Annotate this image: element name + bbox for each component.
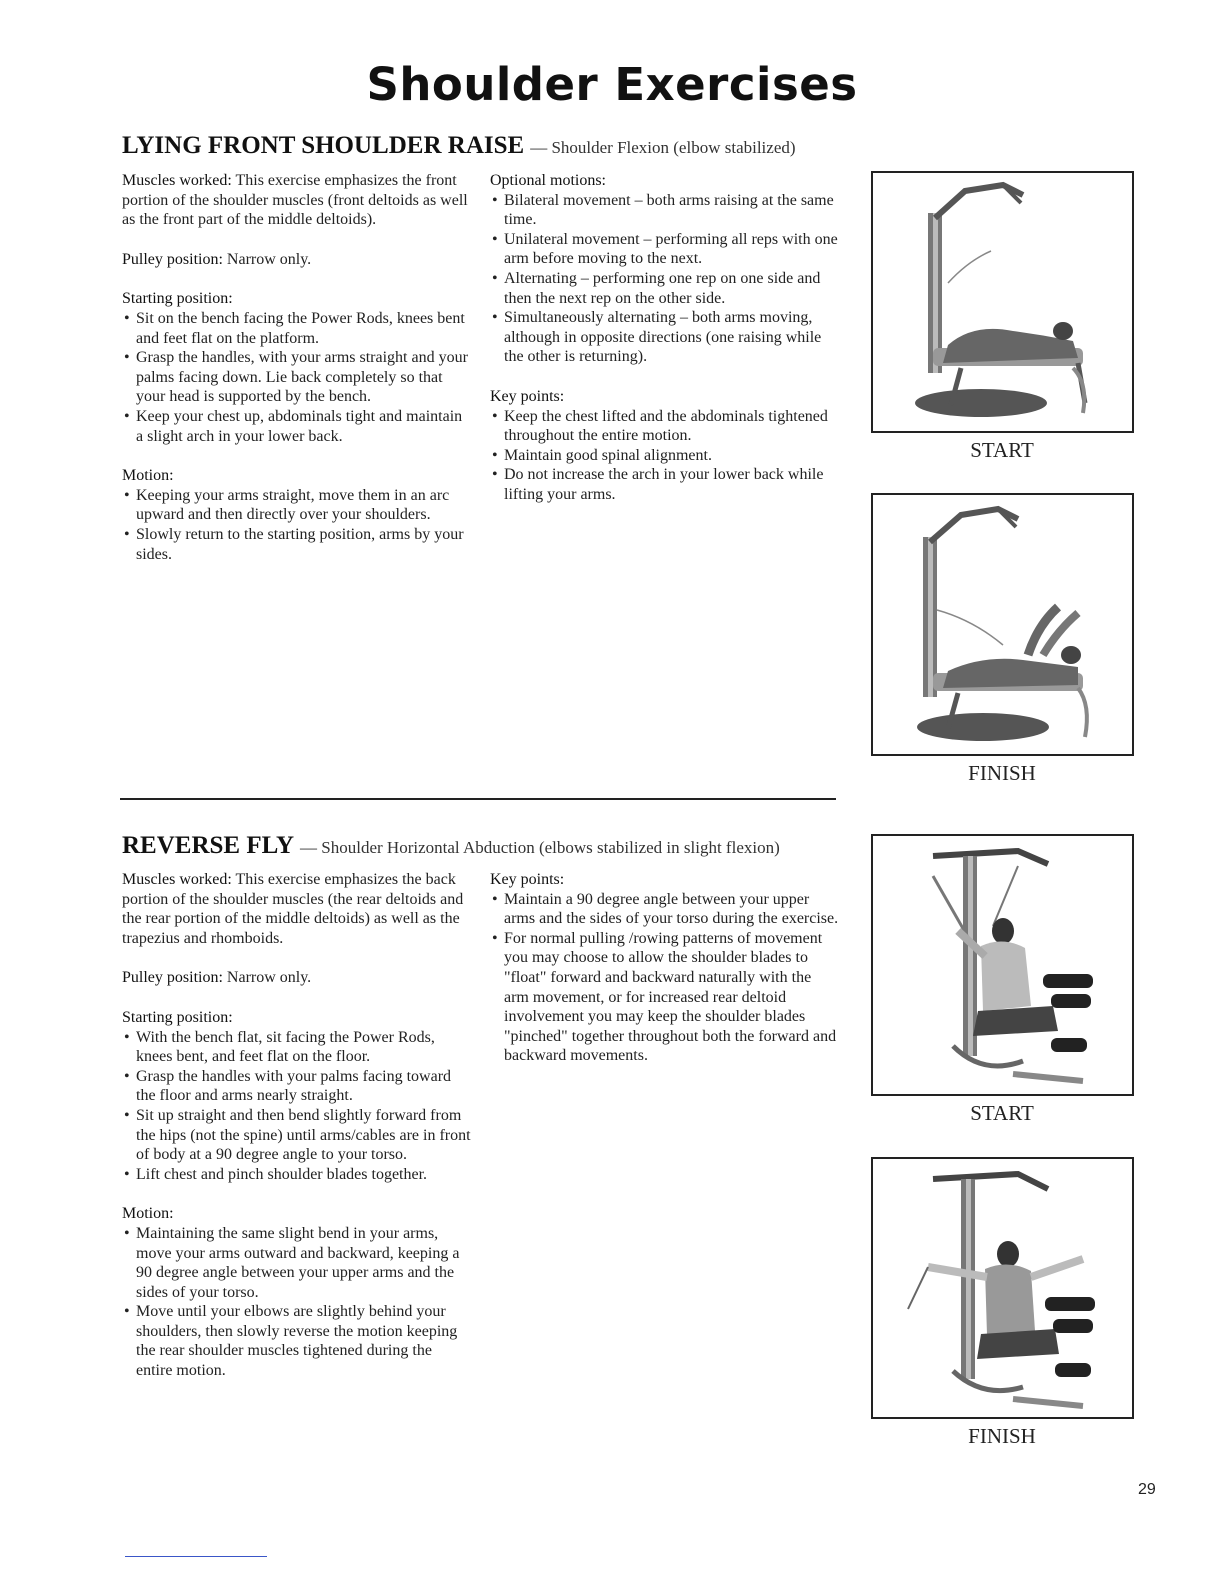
pulley-label: Pulley position: bbox=[122, 969, 223, 987]
pulley-text: Narrow only. bbox=[226, 250, 312, 268]
starting-title: Starting position: bbox=[122, 290, 233, 308]
exercise2-left-column bbox=[122, 870, 472, 1401]
list-item: • Maintain good spinal alignment. bbox=[490, 446, 840, 466]
exercise2-finish-image bbox=[871, 1157, 1134, 1419]
bowflex-reverse-fly-start-illustration bbox=[873, 836, 1132, 1094]
list-item: • For normal pulling /rowing patterns of movement you may choose to allow the shoulder blades to "float" forward and backward naturally with the arm movement, or for increased rear deltoid involvement you may keep the shoulder blades "pinched" together throughout both the forward and backward movements. bbox=[490, 929, 840, 1066]
bowflex-reverse-fly-finish-illustration bbox=[873, 1159, 1132, 1417]
exercise1-pulley bbox=[122, 250, 472, 270]
exercise1-start-image bbox=[871, 171, 1134, 433]
list-item: • Maintain a 90 degree angle between your upper arms and the sides of your torso during the exercise. bbox=[490, 890, 840, 929]
exercise2-motion bbox=[122, 1204, 472, 1380]
exercise2-finish-caption: FINISH bbox=[968, 1424, 1036, 1448]
list-item: • Alternating – performing one rep on one side and then the next rep on the other side. bbox=[490, 269, 840, 308]
exercise2-heading bbox=[122, 832, 780, 860]
muscles-text: This exercise emphasizes the front portion of the shoulder muscles (front deltoids as well as the front part of the middle deltoids). bbox=[122, 172, 468, 229]
motion-title: Motion: bbox=[122, 467, 174, 485]
list-item: • Sit on the bench facing the Power Rods, knees bent and feet flat on the platform. bbox=[122, 309, 472, 348]
exercise1-finish-caption: FINISH bbox=[968, 761, 1036, 785]
exercise1-key-points bbox=[490, 387, 840, 505]
list-item: • Unilateral movement – performing all reps with one arm before moving to the next. bbox=[490, 230, 840, 269]
list-item: • With the bench flat, sit facing the Power Rods, knees bent, and feet flat on the floor. bbox=[122, 1028, 472, 1067]
list-item: • Simultaneously alternating – both arms moving, although in opposite directions (one raising while the other is returning). bbox=[490, 308, 840, 367]
list-item: • Do not increase the arch in your lower back while lifting your arms. bbox=[490, 465, 840, 504]
exercise1-starting-position bbox=[122, 289, 472, 446]
exercise1-subtitle: — Shoulder Flexion (elbow stabilized) bbox=[530, 138, 796, 157]
exercise2-muscles bbox=[122, 870, 472, 948]
list-item: • Maintaining the same slight bend in your arms, move your arms outward and backward, keeping a 90 degree angle between your upper arms and the sides of your torso. bbox=[122, 1224, 472, 1302]
exercise1-muscles bbox=[122, 171, 472, 230]
exercise2-middle-column bbox=[490, 870, 840, 1086]
key-title: Key points: bbox=[490, 387, 565, 405]
list-item: • Move until your elbows are slightly behind your shoulders, then slowly reverse the motion keeping the rear shoulder muscles tightened during the entire motion. bbox=[122, 1302, 472, 1380]
exercise1-heading bbox=[122, 132, 796, 160]
list-item: • Grasp the handles, with your arms straight and your palms facing down. Lie back completely so that your head is supported by the bench. bbox=[122, 348, 472, 407]
footer-rule bbox=[125, 1556, 267, 1557]
exercise2-key-points bbox=[490, 870, 840, 1066]
list-item: • Lift chest and pinch shoulder blades together. bbox=[122, 1165, 472, 1185]
exercise1-motion bbox=[122, 466, 472, 564]
exercise2-starting-position bbox=[122, 1008, 472, 1184]
exercise1-left-column bbox=[122, 171, 472, 584]
exercise2-pulley bbox=[122, 968, 472, 988]
muscles-label: Muscles worked: bbox=[122, 172, 232, 189]
optional-title: Optional motions: bbox=[490, 172, 606, 189]
exercise1-middle-column bbox=[490, 171, 840, 525]
bowflex-lying-finish-illustration bbox=[873, 495, 1132, 754]
muscles-text: This exercise emphasizes the back portion of the shoulder muscles (the rear deltoids and the rear portion of the middle deltoids) as well as the trapezius and rhomboids. bbox=[122, 871, 464, 947]
exercise1-finish-image bbox=[871, 493, 1134, 756]
list-item: • Keep your chest up, abdominals tight and maintain a slight arch in your lower back. bbox=[122, 407, 472, 446]
exercise2-subtitle: — Shoulder Horizontal Abduction (elbows stabilized in slight flexion) bbox=[300, 838, 780, 857]
page-number: 29 bbox=[1138, 1481, 1156, 1498]
list-item: • Slowly return to the starting position, arms by your sides. bbox=[122, 525, 472, 564]
page-title: Shoulder Exercises bbox=[366, 58, 858, 111]
muscles-label: Muscles worked: bbox=[122, 871, 232, 888]
list-item: • Keep the chest lifted and the abdominals tightened throughout the entire motion. bbox=[490, 407, 840, 446]
exercise1-optional-motions bbox=[490, 171, 840, 367]
key-title: Key points: bbox=[490, 871, 565, 888]
exercise2-start-image bbox=[871, 834, 1134, 1096]
bowflex-lying-start-illustration bbox=[873, 173, 1132, 431]
pulley-label: Pulley position: bbox=[122, 250, 223, 268]
list-item: • Sit up straight and then bend slightly forward from the hips (not the spine) until arms/cables are in front of body at a 90 degree angle to your torso. bbox=[122, 1106, 472, 1165]
exercise2-start-caption: START bbox=[970, 1101, 1034, 1125]
list-item: • Bilateral movement – both arms raising at the same time. bbox=[490, 191, 840, 230]
motion-title: Motion: bbox=[122, 1205, 174, 1223]
section-divider bbox=[120, 798, 836, 800]
exercise2-name: REVERSE FLY bbox=[122, 832, 295, 859]
exercise1-name: LYING FRONT SHOULDER RAISE bbox=[122, 132, 525, 159]
list-item: • Keeping your arms straight, move them in an arc upward and then directly over your shoulders. bbox=[122, 486, 472, 525]
exercise1-start-caption: START bbox=[970, 438, 1034, 462]
starting-title: Starting position: bbox=[122, 1008, 233, 1026]
list-item: • Grasp the handles with your palms facing toward the floor and arms nearly straight. bbox=[122, 1067, 472, 1106]
pulley-text: Narrow only. bbox=[226, 969, 312, 987]
